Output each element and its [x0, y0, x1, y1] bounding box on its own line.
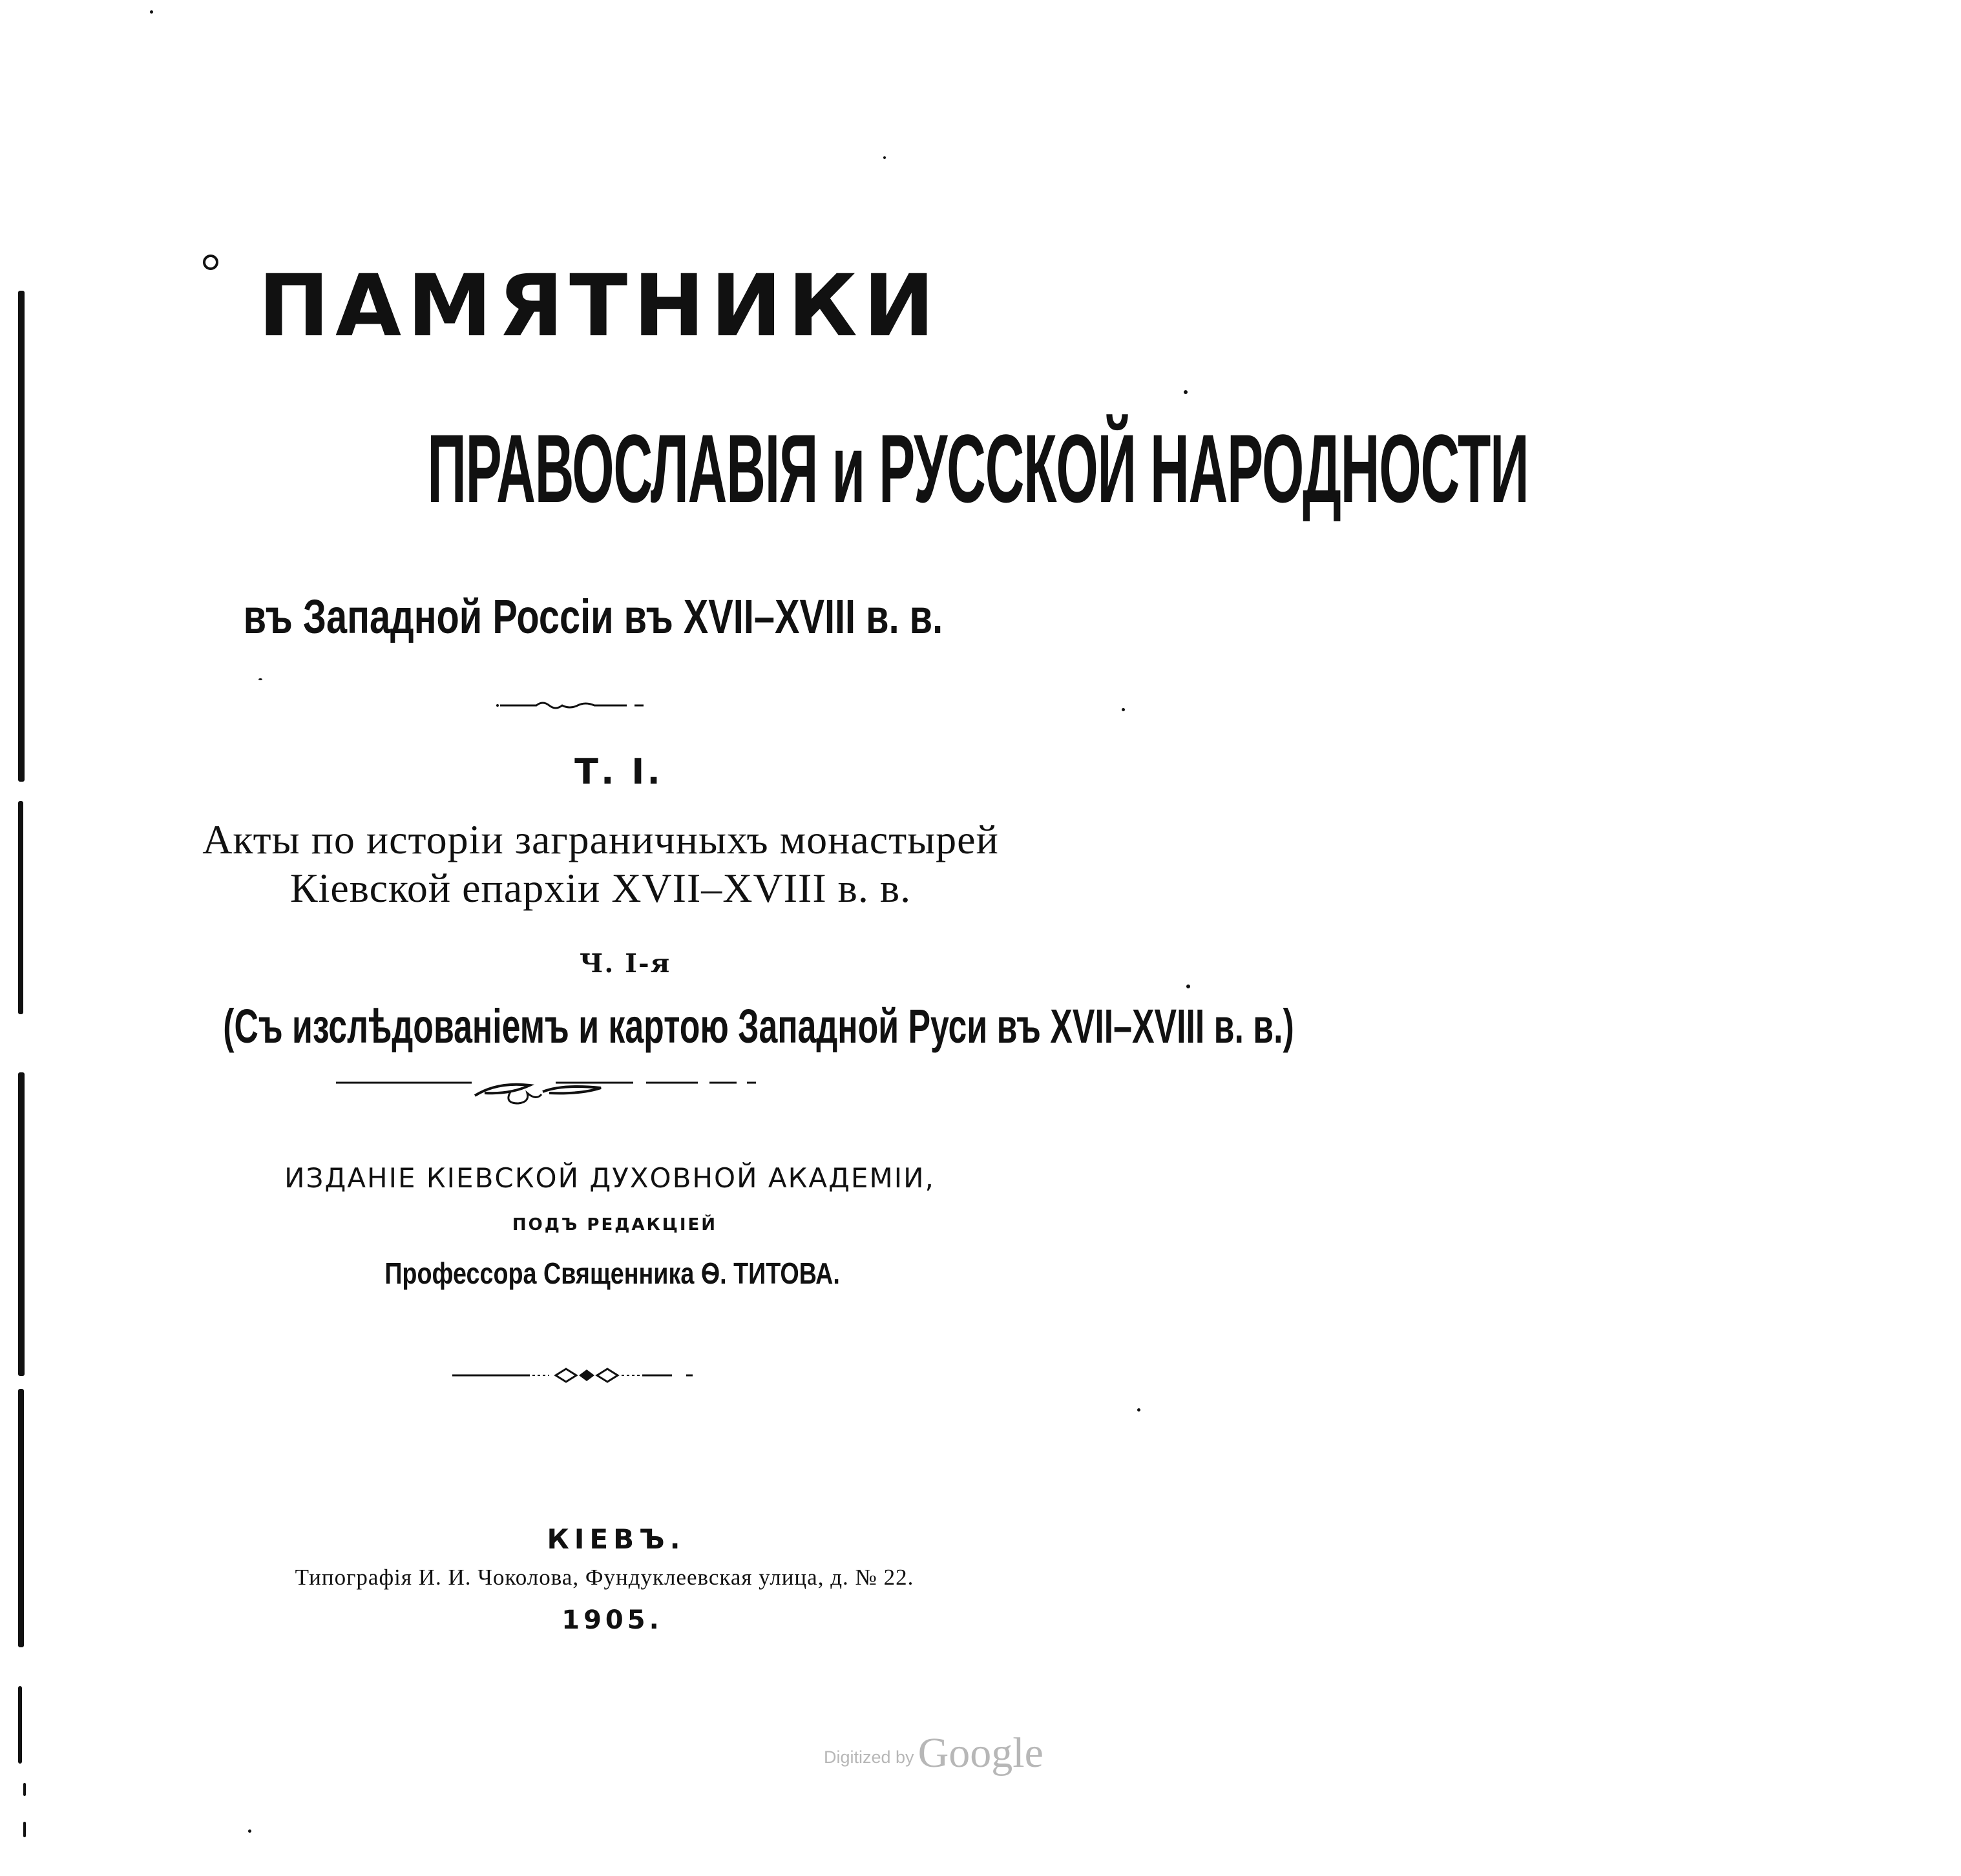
page-subtitle-text: ПРАВОСЛАВІЯ и РУССКОЙ НАРОДНОСТИ	[427, 414, 1529, 523]
publisher-line: ИЗДАНІЕ КІЕВСКОЙ ДУХОВНОЙ АКАДЕМІИ,	[284, 1162, 935, 1194]
research-note-text: (Съ изслѣдованіемъ и картою Западной Руси въ XVII–XVIII в. в.)	[223, 999, 1294, 1053]
speck	[258, 678, 262, 680]
edge-line	[18, 291, 25, 782]
speck	[1184, 390, 1188, 394]
research-note	[0, 999, 1294, 1053]
editor-name-text: Профессора Священника Ѳ. ТИТОВА.	[384, 1256, 840, 1290]
watermark-brand: Google	[918, 1729, 1043, 1777]
title-place-text: въ Западной Россіи въ XVII–XVIII в. в.	[243, 590, 943, 643]
speck	[1186, 985, 1190, 988]
speck	[248, 1829, 251, 1833]
flourish-ornament	[498, 698, 646, 713]
watermark-prefix: Digitized by	[824, 1747, 914, 1767]
speck	[1122, 708, 1125, 711]
volume-label: Т. І.	[574, 751, 663, 792]
divider-ornament	[336, 1072, 775, 1109]
title-place-period	[0, 590, 1199, 643]
speck	[23, 1783, 26, 1796]
volume-description	[0, 818, 1206, 910]
digitized-watermark	[824, 1729, 1043, 1778]
editor-label: ПОДЪ РЕДАКЦІЕЙ	[512, 1215, 718, 1235]
imprint-year: 1905.	[561, 1605, 663, 1635]
page-title: ПАМЯТНИКИ	[258, 256, 941, 356]
edge-line	[18, 1686, 22, 1764]
acts-line-2: Кіевской епархіи XVII–XVIII в. в.	[289, 865, 912, 912]
editor-name	[6, 1258, 1218, 1288]
speck	[150, 10, 153, 14]
page-subtitle	[0, 414, 1529, 523]
part-label: Ч. І-я	[579, 948, 671, 979]
speck	[23, 1822, 26, 1837]
speck	[883, 156, 886, 159]
imprint-press: Типографія И. И. Чоколова, Фундуклеевская улица, д. № 22.	[295, 1565, 914, 1590]
rule-ornament	[452, 1366, 711, 1385]
imprint-city: КІЕВЪ.	[547, 1523, 686, 1555]
speck	[1137, 1408, 1140, 1412]
acts-line-1: Акты по исторіи заграничныхъ монастырей	[202, 817, 999, 862]
